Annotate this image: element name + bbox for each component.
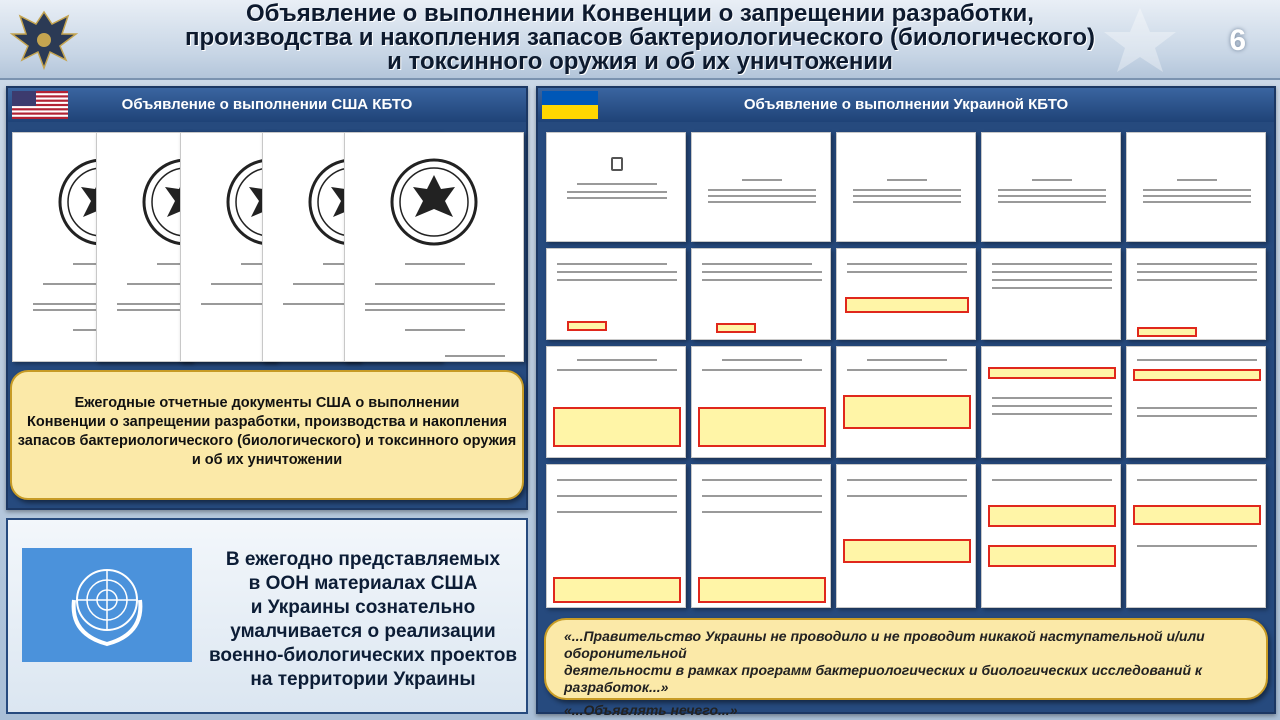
ukraine-document-page (691, 464, 831, 608)
ukraine-document-page (1126, 464, 1266, 608)
ukraine-document-page (981, 464, 1121, 608)
ukraine-panel-heading: Объявление о выполнении Украиной КБТО (538, 88, 1274, 122)
ukraine-document-page (546, 346, 686, 458)
page-number: 6 (1229, 24, 1246, 57)
slide-header (0, 0, 1280, 80)
ukraine-document-page (546, 464, 686, 608)
usa-reports-note: Ежегодные отчетные документы США о выполнении Конвенции о запрещении разработки, производства и накопления запасов бактериологического (биологического) и токсинного оружия и об их уничтожении (10, 370, 524, 500)
ukraine-document-page (836, 248, 976, 340)
usa-flag-icon (12, 91, 68, 119)
ukraine-document-page (546, 132, 686, 242)
un-statement: В ежегодно представляемых в ООН материалах США и Украины сознательно умалчивается о реализации военно-биологических проектов на территории Украины (208, 549, 518, 690)
ukraine-document-page (691, 248, 831, 340)
ukraine-document-page (836, 464, 976, 608)
usa-document-page (344, 132, 524, 362)
usa-panel-heading: Объявление о выполнении США КБТО (8, 88, 526, 122)
ukraine-flag-icon (542, 91, 598, 119)
ukraine-document-page (1126, 248, 1266, 340)
us-seal-icon (389, 157, 479, 247)
ukraine-document-page (546, 248, 686, 340)
un-flag-icon (22, 548, 192, 662)
ukraine-document-page (981, 132, 1121, 242)
ukraine-document-page (1126, 346, 1266, 458)
ukraine-document-page (691, 132, 831, 242)
ukraine-document-page (836, 346, 976, 458)
ukraine-document-page (981, 346, 1121, 458)
ukraine-document-page (1126, 132, 1266, 242)
double-headed-eagle-icon (6, 4, 82, 74)
un-panel (6, 518, 528, 714)
ukraine-quote: «...Правительство Украины не проводило и не проводит никакой наступательной и/или оборонительной деятельности в рамках программ бактериологических и биологических исследований к разработок...» «...Объявлять нечего...» (544, 618, 1268, 700)
ukraine-document-page (981, 248, 1121, 340)
ukraine-document-page (691, 346, 831, 458)
slide-title: Объявление о выполнении Конвенции о запрещении разработки, производства и накопления запасов бактериологического (биологического) и токсинного оружия и об их уничтожении (184, 0, 1096, 75)
star-decoration-icon (1080, 4, 1200, 76)
ukraine-document-page (836, 132, 976, 242)
usa-panel (6, 86, 528, 510)
